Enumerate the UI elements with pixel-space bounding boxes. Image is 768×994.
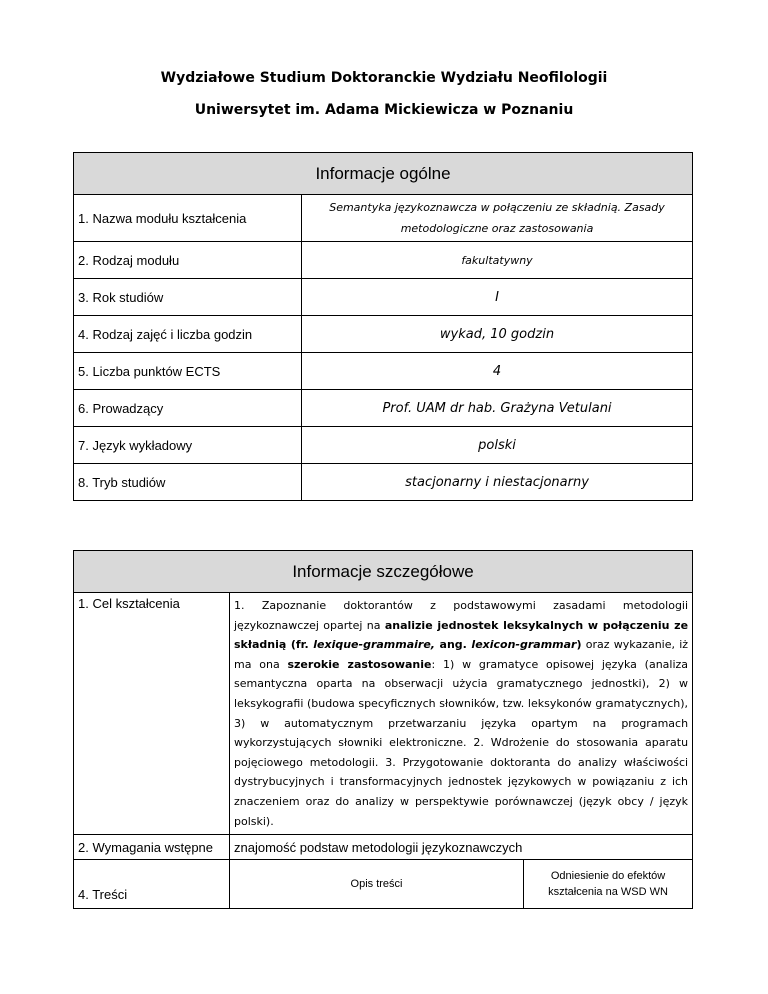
module-name-value: Semantyka językoznawcza w połączeniu ze składnią. Zasady metodologiczne oraz zastosowania [302,195,693,242]
instructor-label: 6. Prowadzący [74,390,302,427]
module-type-value: fakultatywny [302,242,693,279]
instructor-value: Prof. UAM dr hab. Grażyna Vetulani [302,390,693,427]
detailed-info-title: Informacje szczegółowe [74,551,693,593]
requirements-label: 2. Wymagania wstępne [74,835,230,860]
ects-value: 4 [302,353,693,390]
study-year-label: 3. Rok studiów [74,279,302,316]
ects-label: 5. Liczba punktów ECTS [74,353,302,390]
learning-outcomes-header: Odniesienie do efektów kształcenia na WSD WN [524,860,693,909]
general-info-table [73,152,693,501]
detailed-info-table [73,550,693,909]
content-label: 4. Treści [74,860,230,909]
goal-label: 1. Cel kształcenia [74,593,230,835]
language-value: polski [302,427,693,464]
study-mode-value: stacjonarny i niestacjonarny [302,464,693,501]
header-university: Uniwersytet im. Adama Mickiewicza w Poznaniu [194,102,574,118]
study-year-value: I [302,279,693,316]
module-type-label: 2. Rodzaj modułu [74,242,302,279]
general-info-title: Informacje ogólne [74,153,693,195]
module-name-label: 1. Nazwa modułu kształcenia [74,195,302,242]
content-description-header: Opis treści [230,860,524,909]
header-faculty: Wydziałowe Studium Doktoranckie Wydziału Neofilologii [160,70,608,86]
study-mode-label: 8. Tryb studiów [74,464,302,501]
class-type-label: 4. Rodzaj zajęć i liczba godzin [74,316,302,353]
goal-text: 1. Zapoznanie doktorantów z podstawowymi zasadami metodologii językoznawczej opartej na analizie jednostek leksykalnych w połączeniu ze składnią (fr. lexique-grammaire, ang. lexicon-grammar) oraz wykazanie, iż ma ona szerokie zastosowanie: 1) w gramatyce opisowej języka (analiza semantyczna oparta na obserwacji użycia gramatycznego jednostki), 2) w leksykografii (budowa specyficznych słowników, tzw. leksykonów gramatycznych), 3) w automatycznym przetwarzaniu języka opartym na programach wykorzystujących słowniki elektroniczne. 2. Wdrożenie do stosowania aparatu pojęciowego metodologii. 3. Przygotowanie doktoranta do analizy właściwości dystrybucyjnych i transformacyjnych jednostek językowych w powiązaniu z ich znaczeniem oraz do analizy w perspektywie porównawczej (język obcy / język polski). [230,593,693,835]
class-type-value: wykad, 10 godzin [302,316,693,353]
language-label: 7. Język wykładowy [74,427,302,464]
requirements-value: znajomość podstaw metodologii językoznawczych [230,835,693,860]
